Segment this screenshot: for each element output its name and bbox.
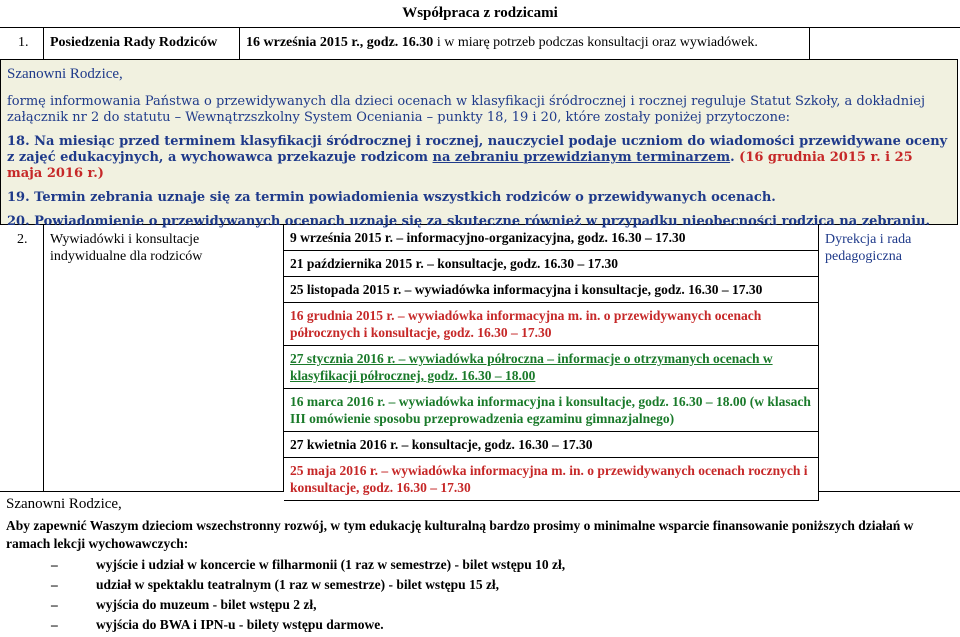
row-rada-rodzicow [0,28,960,59]
list-item [6,555,954,575]
schedule-item-text: 27 stycznia 2016 r. – wywiadówka półroczna – informacje o otrzymanych ocenach w klasyfikacji półrocznej, godz. 16.30 – 18.00 [290,351,773,383]
point-20-number: 20. [7,214,30,229]
bottom-section [0,492,960,635]
list-item-text: wyjście i udział w koncercie w filharmonii (1 raz w semestrze) - bilet wstępu 10 zł, [96,557,566,572]
schedule-item [284,432,819,458]
dash-bullet: – [51,597,58,612]
dash-bullet: – [51,577,58,592]
point-19-number: 19. [7,190,30,205]
point-19-text: Termin zebrania uznaje się za termin powiadomienia wszystkich rodziców o przewidywanych ocenach. [34,190,776,205]
responsible-cell: Dyrekcja i rada pedagogiczna [819,225,960,492]
point-18-underlined: na zebraniu przewidzianym terminarzem [432,150,731,165]
notice-paragraph: formę informowania Państwa o przewidywanych dla dzieci ocenach w klasyfikacji śródrocznej i rocznej reguluje Statut Szkoły, a dokładniej załącznik nr 2 do statutu – Wewnątrzszkolny System Oceniania – punkty 18, 19 i 20, które zostały poniżej przytoczone: [7,94,925,125]
schedule-item-text: 9 września 2015 r. – informacyjno-organizacyjna, godz. 16.30 – 17.30 [290,230,686,245]
schedule-item-text: 25 listopada 2015 r. – wywiadówka informacyjna i konsultacje, godz. 16.30 – 17.30 [290,282,763,297]
row1-date-rest: i w miarę potrzeb podczas konsultacji oraz wywiadówek. [433,35,758,50]
row1-topic: Posiedzenia Rady Rodziców [44,28,240,59]
list-item-text: udział w spektaklu teatralnym (1 raz w semestrze) - bilet wstępu 15 zł, [96,577,500,592]
list-item [6,575,954,595]
schedule-item-text: 25 maja 2016 r. – wywiadówka informacyjna m. in. o przewidywanych ocenach rocznych i konsultacje, godz. 16.30 – 17.30 [290,463,808,495]
schedule-item [284,251,819,277]
bottom-greeting: Szanowni Rodzice, [6,496,122,512]
notice-box [0,59,958,229]
row1-date [240,28,810,59]
list-item-text: wyjścia do muzeum - bilet wstępu 2 zł, [96,597,317,612]
schedule-item [284,389,819,432]
point-18-dates: (16 grudnia 2015 r. i 25 maja 2016 r.) [7,150,913,181]
schedule-item [284,346,819,389]
list-item [6,595,954,615]
schedule-item-text: 16 marca 2016 r. – wywiadówka informacyjna i konsultacje, godz. 16.30 – 18.00 (w klasach III omówienie sposobu przeprowadzenia egzaminu gimnazjalnego) [290,394,811,426]
point-19 [7,190,951,206]
row1-number: 1. [0,28,44,59]
row2-topic: Wywiadówki i konsultacje indywidualne dla rodziców [44,225,284,492]
list-item-text: wyjścia do BWA i IPN-u - bilety wstępu darmowe. [96,617,384,632]
row2-number: 2. [0,225,44,492]
notice-greeting: Szanowni Rodzice, [7,66,123,82]
activities-list [6,555,954,635]
point-18-number: 18. [7,134,30,149]
schedule-item-text: 16 grudnia 2015 r. – wywiadówka informacyjna m. in. o przewidywanych ocenach półrocznych i konsultacje, godz. 16.30 – 17.30 [290,308,762,340]
list-item [6,615,954,635]
point-18-text: Na miesiąc przed terminem klasyfikacji śródrocznej i rocznej, nauczyciel podaje uczniom do wiadomości przewidywane oceny z zajęć edukacyjnych, a wychowawca przekazuje rodzicom [7,134,948,165]
schedule-item [284,303,819,346]
schedule-item-text: 21 października 2015 r. – konsultacje, godz. 16.30 – 17.30 [290,256,619,271]
schedule-item-text: 27 kwietnia 2016 r. – konsultacje, godz. 16.30 – 17.30 [290,437,593,452]
row1-date-bold: 16 września 2015 r., godz. 16.30 [246,35,434,50]
point-18 [7,134,951,182]
dash-bullet: – [51,557,58,572]
bottom-intro: Aby zapewnić Waszym dzieciom wszechstronny rozwój, w tym edukację kulturalną bardzo prosimy o minimalne wsparcie finansowanie poniższych działań w ramach lekcji wychowawczych: [6,518,914,551]
dash-bullet: – [51,617,58,632]
section-title: Współpraca z rodzicami [0,0,960,28]
point-20-text: Powiadomienie o przewidywanych ocenach uznaje się za skuteczne również w przypadku nieobecności rodzica na zebraniu. [34,214,931,229]
point-18-dot: . [730,150,735,165]
schedule-item [284,277,819,303]
schedule-list [284,225,819,501]
schedule-item [284,225,819,251]
